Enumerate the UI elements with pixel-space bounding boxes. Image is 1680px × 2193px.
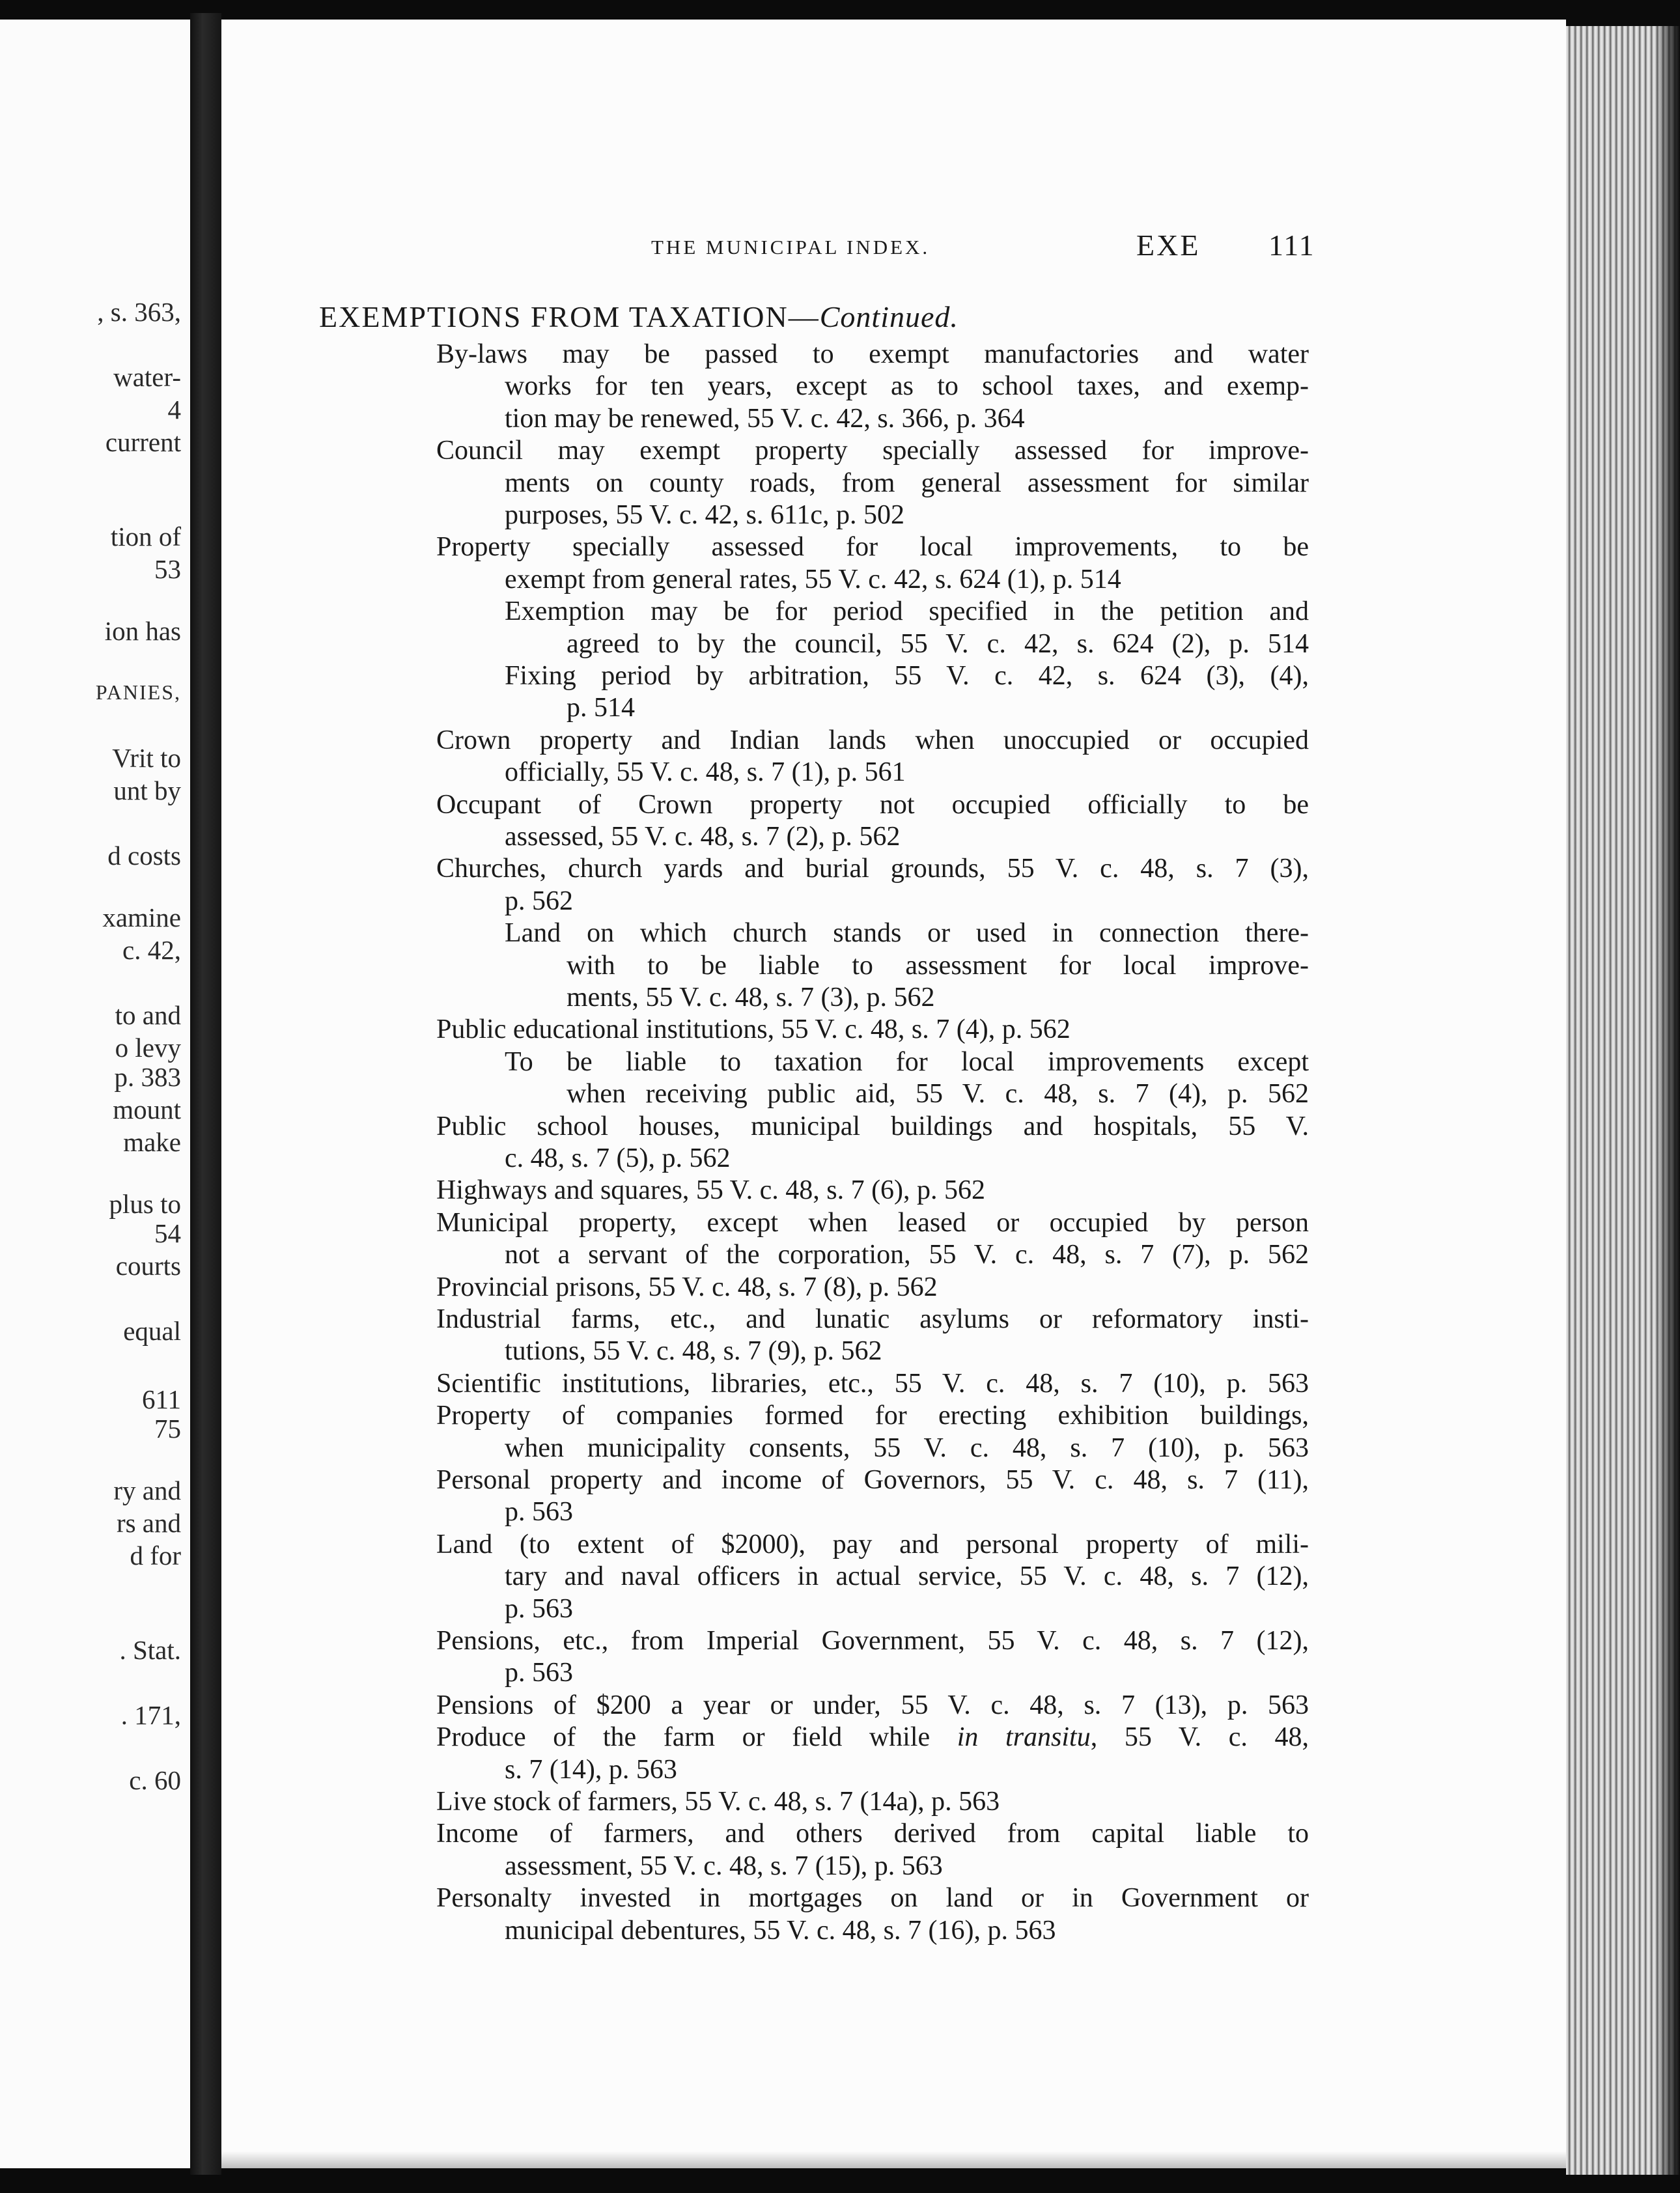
index-line: ments on county roads, from general assessment for similar	[505, 468, 1309, 498]
index-line: municipal debentures, 55 V. c. 48, s. 7 (16), p. 563	[505, 1916, 1056, 1946]
index-line: not a servant of the corporation, 55 V. c. 48, s. 7 (7), p. 562	[505, 1240, 1309, 1270]
entry-heading	[319, 300, 959, 334]
previous-page-fragment	[0, 20, 190, 2168]
index-line: assessment, 55 V. c. 48, s. 7 (15), p. 563	[505, 1851, 943, 1881]
left-page-fragment: equal	[123, 1316, 181, 1346]
index-line: tion may be renewed, 55 V. c. 42, s. 366, p. 364	[505, 404, 1025, 434]
entry-heading-title: EXEMPTIONS FROM TAXATION—	[319, 300, 820, 333]
left-page-fragment: xamine	[102, 902, 181, 932]
index-line: exempt from general rates, 55 V. c. 42, s. 624 (1), p. 514	[505, 565, 1121, 594]
index-line: Fixing period by arbitration, 55 V. c. 42, s. 624 (3), (4),	[505, 661, 1309, 691]
left-page-fragment: c. 60	[129, 1765, 181, 1795]
left-page-fragment: water-	[113, 362, 181, 392]
index-line: p. 563	[505, 1658, 573, 1688]
left-page-fragment: d costs	[107, 841, 181, 871]
index-line: Exemption may be for period specified in the petition and	[505, 596, 1309, 626]
left-page-fragment: 75	[154, 1414, 181, 1444]
line-text: Produce of the farm or field while	[436, 1722, 957, 1752]
index-line: purposes, 55 V. c. 42, s. 611c, p. 502	[505, 500, 905, 530]
index-page	[221, 20, 1566, 2168]
index-line: Personal property and income of Governors, 55 V. c. 48, s. 7 (11),	[436, 1465, 1309, 1495]
index-line: assessed, 55 V. c. 48, s. 7 (2), p. 562	[505, 822, 901, 852]
index-line: Live stock of farmers, 55 V. c. 48, s. 7 (14a), p. 563	[436, 1787, 1000, 1817]
index-line: Highways and squares, 55 V. c. 48, s. 7 (6), p. 562	[436, 1175, 986, 1205]
left-page-fragment: . Stat.	[119, 1635, 181, 1665]
index-line: Land on which church stands or used in connection there-	[505, 918, 1309, 948]
index-line: Land (to extent of $2000), pay and personal property of mili-	[436, 1530, 1309, 1559]
italic-phrase: in transitu	[957, 1722, 1091, 1752]
left-page-fragment: 4	[167, 395, 181, 425]
running-head	[221, 228, 1566, 267]
index-line: c. 48, s. 7 (5), p. 562	[505, 1143, 731, 1173]
left-page-fragment: plus to	[109, 1189, 181, 1219]
index-line: Churches, church yards and burial grounds, 55 V. c. 48, s. 7 (3),	[436, 854, 1309, 884]
index-line: Personalty invested in mortgages on land or in Government or	[436, 1883, 1309, 1913]
index-line: agreed to by the council, 55 V. c. 42, s. 624 (2), p. 514	[567, 629, 1309, 659]
left-page-fragment: . 171,	[120, 1700, 181, 1730]
index-line: Public school houses, municipal buildings and hospitals, 55 V.	[436, 1111, 1309, 1141]
index-line: s. 7 (14), p. 563	[505, 1755, 677, 1785]
index-line: when municipality consents, 55 V. c. 48, s. 7 (10), p. 563	[505, 1433, 1309, 1463]
page-number: 111	[1268, 229, 1315, 262]
index-line: officially, 55 V. c. 48, s. 7 (1), p. 561	[505, 757, 906, 787]
index-line: when receiving public aid, 55 V. c. 48, s. 7 (4), p. 562	[567, 1079, 1309, 1109]
left-page-fragment: ry and	[113, 1475, 181, 1505]
left-page-fragment: p. 383	[114, 1062, 181, 1092]
index-line: ments, 55 V. c. 48, s. 7 (3), p. 562	[567, 983, 935, 1013]
page-bottom-shadow	[221, 2151, 1566, 2168]
left-page-fragment: c. 42,	[122, 935, 181, 965]
left-page-fragment: Vrit to	[112, 743, 181, 773]
left-page-fragment: , s. 363,	[97, 297, 181, 327]
index-line: p. 514	[567, 693, 635, 723]
index-line: tary and naval officers in actual service, 55 V. c. 48, s. 7 (12),	[505, 1561, 1309, 1591]
left-page-fragment: mount	[113, 1095, 181, 1124]
index-line: p. 563	[505, 1594, 573, 1624]
line-text: , 55 V. c. 48,	[1090, 1722, 1309, 1752]
left-page-fragment: to and	[115, 1000, 181, 1030]
index-line: Scientific institutions, libraries, etc., 55 V. c. 48, s. 7 (10), p. 563	[436, 1369, 1309, 1399]
left-page-fragment: tion of	[110, 522, 181, 552]
running-title: THE MUNICIPAL INDEX.	[651, 236, 931, 258]
index-line: Crown property and Indian lands when unoccupied or occupied	[436, 725, 1309, 755]
index-line: Occupant of Crown property not occupied officially to be	[436, 790, 1309, 820]
index-line: p. 563	[505, 1497, 573, 1527]
left-page-fragment: rs and	[116, 1508, 181, 1538]
index-line: To be liable to taxation for local improvements except	[505, 1047, 1309, 1077]
index-line: Council may exempt property specially assessed for improve-	[436, 436, 1309, 466]
left-page-fragment: o levy	[115, 1033, 181, 1063]
left-page-fragment: d for	[130, 1541, 181, 1571]
index-line: tutions, 55 V. c. 48, s. 7 (9), p. 562	[505, 1336, 882, 1366]
left-page-fragment: PANIES,	[95, 680, 181, 704]
left-page-fragment: 53	[154, 554, 181, 584]
left-page-fragment: courts	[115, 1251, 181, 1281]
index-line: Property of companies formed for erecting exhibition buildings,	[436, 1401, 1309, 1431]
index-line	[436, 1722, 1309, 1753]
index-line: Municipal property, except when leased or occupied by person	[436, 1208, 1309, 1238]
index-line: Pensions of $200 a year or under, 55 V. c. 48, s. 7 (13), p. 563	[436, 1690, 1309, 1720]
section-code: EXE	[1136, 229, 1201, 262]
left-page-fragment: unt by	[113, 775, 181, 805]
stacked-page-edges	[1566, 26, 1680, 2175]
left-page-fragment: current	[105, 427, 181, 457]
index-line: Public educational institutions, 55 V. c. 48, s. 7 (4), p. 562	[436, 1014, 1071, 1044]
index-line: with to be liable to assessment for local improve-	[567, 951, 1309, 981]
index-line: Income of farmers, and others derived from capital liable to	[436, 1819, 1309, 1849]
index-line: Industrial farms, etc., and lunatic asylums or reformatory insti-	[436, 1304, 1309, 1334]
continued-label: Continued.	[819, 300, 959, 333]
index-line: Property specially assessed for local improvements, to be	[436, 532, 1309, 562]
left-page-fragment: make	[123, 1127, 181, 1157]
book-gutter	[190, 13, 221, 2175]
index-line: works for ten years, except as to school taxes, and exemp-	[505, 371, 1309, 401]
index-line: By-laws may be passed to exempt manufactories and water	[436, 339, 1309, 369]
index-line: Provincial prisons, 55 V. c. 48, s. 7 (8), p. 562	[436, 1272, 938, 1302]
left-page-fragment: 611	[142, 1384, 181, 1414]
left-page-fragment: 54	[154, 1218, 181, 1248]
index-line: Pensions, etc., from Imperial Government, 55 V. c. 48, s. 7 (12),	[436, 1626, 1309, 1656]
index-line: p. 562	[505, 886, 573, 916]
left-page-fragment: ion has	[104, 616, 181, 646]
